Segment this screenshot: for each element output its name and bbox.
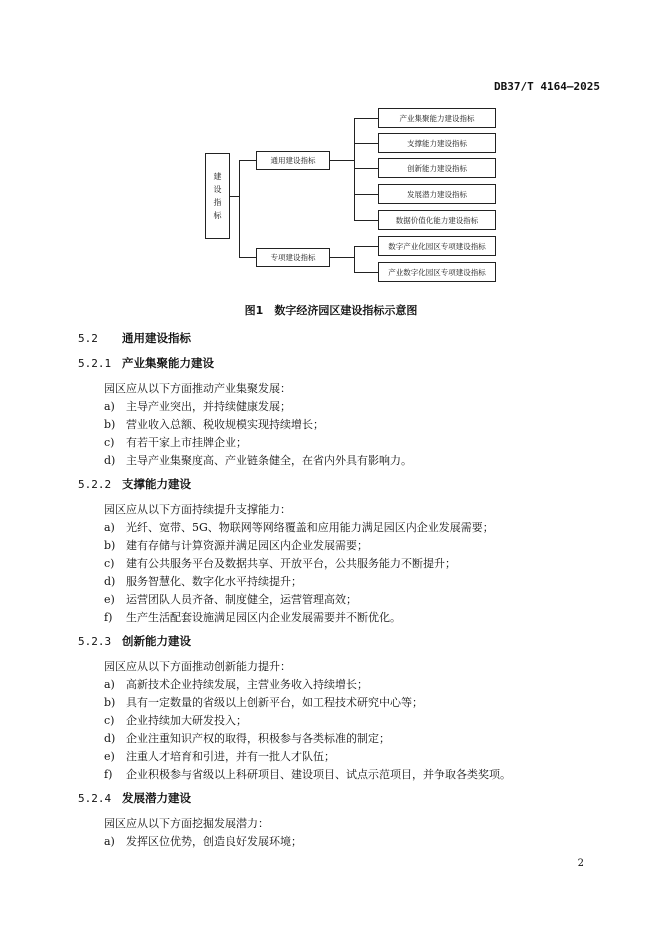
item-label: d) — [104, 575, 116, 588]
item-label: c) — [104, 436, 115, 449]
item-label: d) — [104, 454, 116, 467]
list-item — [104, 766, 511, 782]
diagram-special-box: 专项建设指标 — [256, 248, 330, 267]
indicator-diagram — [0, 0, 662, 300]
item-text: 有若干家上市挂牌企业； — [126, 436, 247, 449]
connector — [354, 272, 378, 273]
item-text: 运营团队人员齐备、制度健全，运营管理高效； — [126, 593, 357, 606]
connector — [239, 160, 256, 161]
connector — [230, 196, 239, 197]
diagram-general-child-box: 数据价值化能力建设指标 — [378, 210, 496, 230]
item-text: 生产生活配套设施满足园区内企业发展需要并不断优化。 — [126, 611, 401, 624]
list-item — [104, 519, 494, 535]
list-item — [104, 833, 302, 849]
list-item — [104, 748, 335, 764]
item-label: a) — [104, 400, 115, 413]
section-title: 通用建设指标 — [122, 331, 191, 345]
item-text: 服务智慧化、数字化水平持续提升； — [126, 575, 302, 588]
diagram-special-child-box: 数字产业化园区专项建设指标 — [378, 236, 496, 256]
connector — [354, 168, 378, 169]
connector — [354, 220, 378, 221]
item-text: 发挥区位优势，创造良好发展环境； — [126, 835, 302, 848]
figure-caption: 图1 数字经济园区建设指标示意图 — [244, 304, 418, 317]
list-item — [104, 609, 401, 625]
section-number: 5.2.3 — [78, 635, 112, 648]
diagram-general-child-box: 支撑能力建设指标 — [378, 133, 496, 153]
item-text: 主导产业突出，并持续健康发展； — [126, 400, 291, 413]
subsection-heading — [78, 476, 191, 492]
connector — [354, 246, 355, 273]
item-text: 高新技术企业持续发展，主营业务收入持续增长； — [126, 678, 368, 691]
item-text: 具有一定数量的省级以上创新平台，如工程技术研究中心等； — [126, 696, 423, 709]
connector — [354, 194, 378, 195]
item-text: 营业收入总额、税收规模实现持续增长； — [126, 418, 324, 431]
connector — [330, 160, 354, 161]
root-char: 设 — [213, 185, 222, 194]
list-item — [104, 398, 291, 414]
section-title: 发展潜力建设 — [122, 791, 191, 805]
subsection-heading — [78, 790, 191, 806]
paragraph: 园区应从以下方面推动创新能力提升： — [104, 660, 291, 673]
section-heading — [78, 330, 191, 346]
paragraph: 园区应从以下方面挖掘发展潜力： — [104, 817, 269, 830]
item-label: b) — [104, 539, 116, 552]
connector — [354, 118, 378, 119]
item-label: c) — [104, 557, 115, 570]
item-label: a) — [104, 678, 115, 691]
item-text: 企业注重知识产权的取得，积极参与各类标准的制定； — [126, 732, 390, 745]
item-text: 光纤、宽带、5G、物联网等网络覆盖和应用能力满足园区内企业发展需要； — [126, 521, 494, 534]
item-text: 注重人才培育和引进，并有一批人才队伍； — [126, 750, 335, 763]
diagram-root-box — [205, 153, 230, 239]
item-text: 建有存储与计算资源并满足园区内企业发展需要； — [126, 539, 368, 552]
connector — [354, 246, 378, 247]
list-item — [104, 537, 368, 553]
item-label: d) — [104, 732, 116, 745]
diagram-general-child-box: 发展潜力建设指标 — [378, 184, 496, 204]
document-id: DB37/T 4164—2025 — [494, 80, 600, 93]
paragraph: 园区应从以下方面推动产业集聚发展： — [104, 382, 291, 395]
item-label: b) — [104, 696, 116, 709]
connector — [354, 143, 378, 144]
root-char: 指 — [213, 198, 222, 207]
list-item — [104, 452, 412, 468]
diagram-special-child-box: 产业数字化园区专项建设指标 — [378, 262, 496, 282]
list-item — [104, 416, 324, 432]
connector — [239, 160, 240, 257]
item-text: 企业积极参与省级以上科研项目、建设项目、试点示范项目，并争取各类奖项。 — [126, 768, 511, 781]
section-number: 5.2.1 — [78, 357, 112, 370]
subsection-heading — [78, 633, 191, 649]
root-char: 建 — [213, 172, 222, 181]
list-item — [104, 591, 357, 607]
item-text: 建有公共服务平台及数据共享、开放平台，公共服务能力不断提升； — [126, 557, 456, 570]
diagram-general-child-box: 创新能力建设指标 — [378, 158, 496, 178]
paragraph: 园区应从以下方面持续提升支撑能力： — [104, 503, 291, 516]
item-label: f) — [104, 768, 113, 781]
section-title: 创新能力建设 — [122, 634, 191, 648]
list-item — [104, 434, 247, 450]
item-text: 企业持续加大研发投入； — [126, 714, 247, 727]
list-item — [104, 573, 302, 589]
connector — [354, 118, 355, 221]
list-item — [104, 676, 368, 692]
section-title: 产业集聚能力建设 — [122, 356, 214, 370]
subsection-heading — [78, 355, 214, 371]
list-item — [104, 555, 456, 571]
item-label: a) — [104, 521, 115, 534]
section-number: 5.2.4 — [78, 792, 112, 805]
item-label: e) — [104, 593, 115, 606]
connector — [239, 257, 256, 258]
item-label: a) — [104, 835, 115, 848]
section-number: 5.2.2 — [78, 478, 112, 491]
connector — [330, 257, 354, 258]
diagram-general-box: 通用建设指标 — [256, 151, 330, 170]
item-label: e) — [104, 750, 115, 763]
item-label: f) — [104, 611, 113, 624]
root-char: 标 — [213, 211, 222, 220]
item-label: b) — [104, 418, 116, 431]
item-text: 主导产业集聚度高、产业链条健全，在省内外具有影响力。 — [126, 454, 412, 467]
item-label: c) — [104, 714, 115, 727]
page-number: 2 — [577, 858, 584, 869]
list-item — [104, 712, 247, 728]
section-title: 支撑能力建设 — [122, 477, 191, 491]
list-item — [104, 730, 390, 746]
diagram-general-child-box: 产业集聚能力建设指标 — [378, 108, 496, 128]
list-item — [104, 694, 423, 710]
section-number: 5.2 — [78, 332, 98, 345]
